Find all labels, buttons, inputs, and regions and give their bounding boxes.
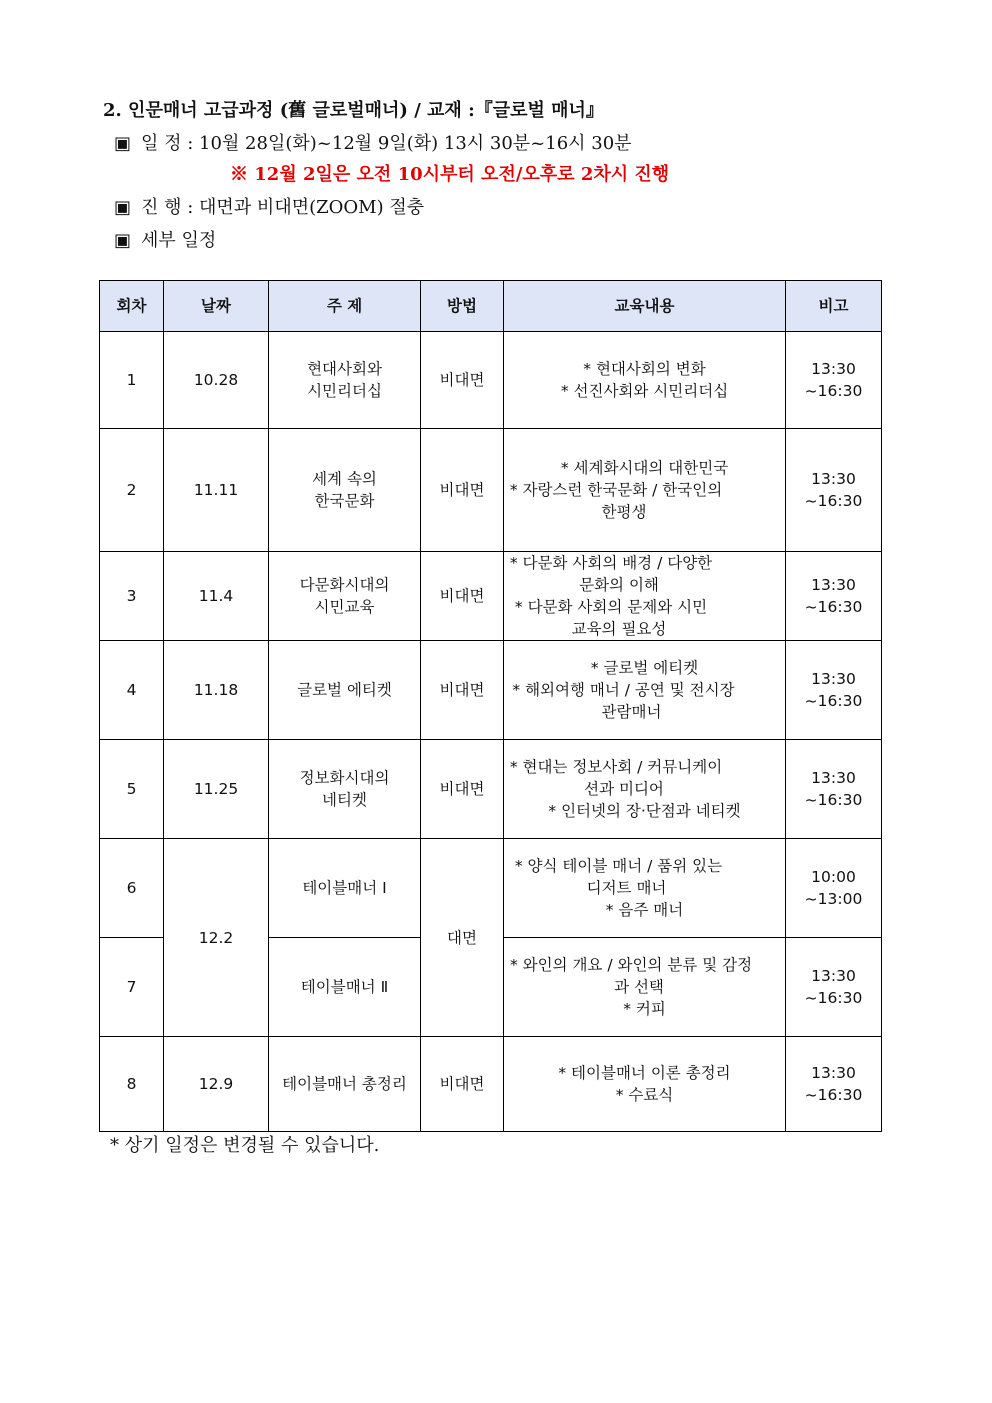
cell-note: 10:00 ~13:00 <box>786 839 882 938</box>
checkbox-square-icon: ▣ <box>114 197 132 218</box>
cell-date: 11.25 <box>164 740 269 839</box>
header-note: 비고 <box>786 281 882 332</box>
table-row <box>100 839 882 938</box>
table-row <box>100 429 882 552</box>
header-date: 날짜 <box>164 281 269 332</box>
cell-content: * 현대사회의 변화 * 선진사회와 시민리더십 <box>504 332 786 429</box>
cell-note: 13:30 ~16:30 <box>786 1037 882 1132</box>
cell-note: 13:30 ~16:30 <box>786 641 882 740</box>
footnote: * 상기 일정은 변경될 수 있습니다. <box>110 1135 380 1156</box>
cell-content: * 현대는 정보사회 / 커뮤니케이션과 미디어 * 인터넷의 장·단점과 네티켓 <box>504 740 786 839</box>
cell-content: * 세계화시대의 대한민국 * 자랑스런 한국문화 / 한국인의 한평생 <box>504 429 786 552</box>
schedule-note: ※ 12월 2일은 오전 10시부터 오전/오후로 2차시 진행 <box>230 164 670 185</box>
schedule-value: 10월 28일(화)~12월 9일(화) 13시 30분~16시 30분 <box>199 133 632 154</box>
cell-method: 비대면 <box>421 740 504 839</box>
schedule-line <box>114 129 632 155</box>
cell-note: 13:30 ~16:30 <box>786 429 882 552</box>
cell-topic: 현대사회와 시민리더십 <box>269 332 421 429</box>
cell-note: 13:30 ~16:30 <box>786 552 882 641</box>
checkbox-square-icon: ▣ <box>114 230 132 251</box>
header-topic: 주 제 <box>269 281 421 332</box>
cell-topic: 테이블매너 총정리 <box>269 1037 421 1132</box>
cell-content: * 와인의 개요 / 와인의 분류 및 감정과 선택 * 커피 <box>504 938 786 1037</box>
cell-topic: 다문화시대의 시민교육 <box>269 552 421 641</box>
header-method: 방법 <box>421 281 504 332</box>
table-row <box>100 1037 882 1132</box>
cell-content: * 다문화 사회의 배경 / 다양한 문화의 이해 * 다문화 사회의 문제와 시민교육의 필요성 <box>504 552 786 641</box>
cell-content: * 테이블매너 이론 총정리 * 수료식 <box>504 1037 786 1132</box>
cell-method: 비대면 <box>421 641 504 740</box>
schedule-table <box>99 280 882 1132</box>
cell-date: 12.2 <box>164 839 269 1037</box>
cell-date: 11.18 <box>164 641 269 740</box>
checkbox-square-icon: ▣ <box>114 133 132 154</box>
cell-date: 11.4 <box>164 552 269 641</box>
cell-date: 11.11 <box>164 429 269 552</box>
detail-label: 세부 일정 <box>141 230 217 251</box>
cell-round: 3 <box>100 552 164 641</box>
cell-round: 5 <box>100 740 164 839</box>
cell-note: 13:30 ~16:30 <box>786 740 882 839</box>
cell-round: 6 <box>100 839 164 938</box>
detail-line <box>114 226 216 252</box>
header-round: 회차 <box>100 281 164 332</box>
cell-method: 비대면 <box>421 552 504 641</box>
progress-value: 대면과 비대면(ZOOM) 절충 <box>199 197 425 218</box>
cell-topic: 테이블매너 Ⅱ <box>269 938 421 1037</box>
cell-topic: 세계 속의 한국문화 <box>269 429 421 552</box>
cell-note: 13:30 ~16:30 <box>786 332 882 429</box>
cell-date: 10.28 <box>164 332 269 429</box>
cell-topic: 테이블매너 Ⅰ <box>269 839 421 938</box>
header-content: 교육내용 <box>504 281 786 332</box>
cell-round: 8 <box>100 1037 164 1132</box>
table-row <box>100 641 882 740</box>
table-header-row <box>100 281 882 332</box>
progress-label: 진 행 : <box>141 197 194 218</box>
cell-date: 12.9 <box>164 1037 269 1132</box>
cell-round: 2 <box>100 429 164 552</box>
cell-method: 비대면 <box>421 1037 504 1132</box>
schedule-label: 일 정 : <box>141 133 194 154</box>
cell-method: 비대면 <box>421 332 504 429</box>
cell-round: 7 <box>100 938 164 1037</box>
cell-method: 비대면 <box>421 429 504 552</box>
cell-round: 1 <box>100 332 164 429</box>
cell-topic: 글로벌 에티켓 <box>269 641 421 740</box>
table-row <box>100 740 882 839</box>
cell-method: 대면 <box>421 839 504 1037</box>
cell-topic: 정보화시대의 네티켓 <box>269 740 421 839</box>
cell-note: 13:30 ~16:30 <box>786 938 882 1037</box>
cell-content: * 글로벌 에티켓 * 해외여행 매너 / 공연 및 전시장 관람매너 <box>504 641 786 740</box>
table-row <box>100 552 882 641</box>
cell-content: * 양식 테이블 매너 / 품위 있는 디저트 매너 * 음주 매너 <box>504 839 786 938</box>
section-heading: 2. 인문매너 고급과정 (舊 글로벌매너) / 교재 :『글로벌 매너』 <box>103 100 604 121</box>
progress-line <box>114 193 424 219</box>
table-row <box>100 332 882 429</box>
cell-round: 4 <box>100 641 164 740</box>
